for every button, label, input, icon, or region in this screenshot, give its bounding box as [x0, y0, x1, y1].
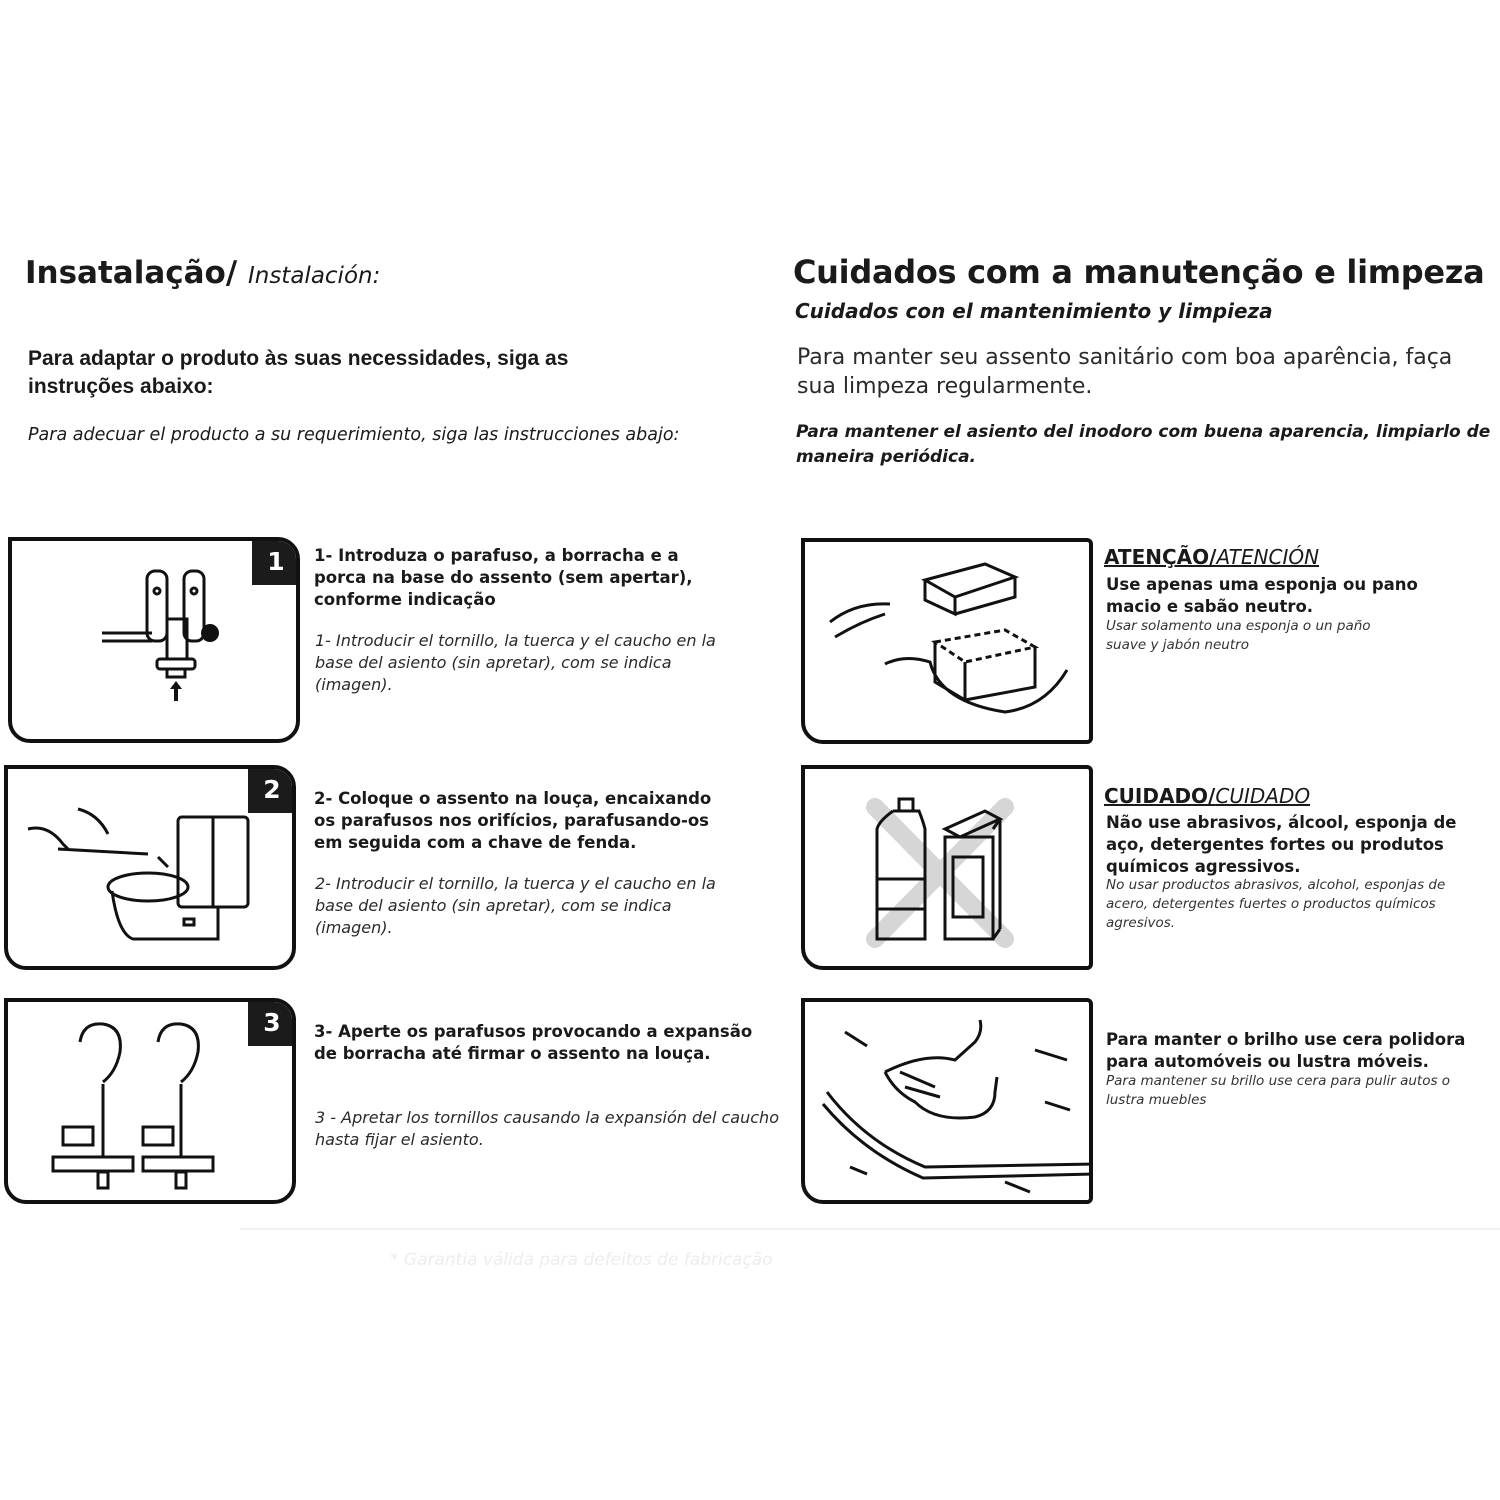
tighten-screw-icon [8, 1002, 296, 1204]
step-3-illustration [4, 998, 296, 1204]
sponge-icon [805, 542, 1093, 744]
care-intro-es: Para mantener el asiento del inodoro com buena aparencia, limpiarlo de maneira periódica. [796, 422, 1491, 467]
care-2-title: CUIDADO/CUIDADO [1104, 784, 1311, 808]
care-2-illustration [801, 765, 1093, 970]
care-3-illustration [801, 998, 1093, 1204]
toilet-install-icon [8, 769, 296, 970]
install-intro-pt: Para adaptar o produto às suas necessidades, siga as instruções abaixo: [28, 347, 569, 398]
hinge-screw-icon [12, 541, 300, 743]
care-2-text-es: No usar productos abrasivos, alcohol, esponjas de acero, detergentes fuertes o productos químicos agresivos. [1106, 877, 1446, 931]
care-3-text-pt: Para manter o brilho use cera polidora para automóveis ou lustra móveis. [1106, 1030, 1466, 1071]
step-2-text-pt: 2- Coloque o assento na louça, encaixando os parafusos nos orifícios, parafusando-os em seguida com a chave de fenda. [314, 789, 712, 852]
step-number: 3 [248, 998, 296, 1046]
step-2-text-es: 2- Introducir el tornillo, la tuerca y el caucho en la base del asiento (sin apretar), com se indica (imagen). [315, 874, 716, 937]
care-1-title: ATENÇÃO/ATENCIÓN [1104, 545, 1320, 569]
step-1-text-es: 1- Introducir el tornillo, la tuerca y el caucho en la base del asiento (sin apretar), com se indica (imagen). [315, 631, 716, 694]
care-intro-pt: Para manter seu assento sanitário com boa aparência, faça sua limpeza regularmente. [797, 345, 1453, 399]
step-number: 1 [252, 537, 300, 585]
care-title: Cuidados com a manutenção e limpeza [793, 253, 1485, 291]
step-1-text-pt: 1- Introduza o parafuso, a borracha e a porca na base do assento (sem apertar), conforme indicação [314, 546, 693, 609]
care-3-text-es: Para mantener su brillo use cera para pulir autos o lustra muebles [1106, 1073, 1451, 1108]
care-1-illustration [801, 538, 1093, 744]
step-3-text-es: 3 - Apretar los tornillos causando la expansión del caucho hasta fijar el asiento. [315, 1108, 779, 1149]
step-3-text-pt: 3- Aperte os parafusos provocando a expansão de borracha até firmar o assento na louça. [314, 1022, 753, 1063]
footer-faded-text: * Garantia válida para defeitos de fabricação [390, 1250, 773, 1270]
care-1-text-pt: Use apenas uma esponja ou pano macio e sabão neutro. [1106, 575, 1418, 616]
step-2-illustration [4, 765, 296, 970]
care-2-text-pt: Não use abrasivos, álcool, esponja de aço, detergentes fortes ou produtos químicos agressivos. [1106, 813, 1457, 876]
care-subtitle: Cuidados con el mantenimiento y limpieza [795, 299, 1273, 323]
step-number: 2 [248, 765, 296, 813]
care-1-text-es: Usar solamento una esponja o un paño suave y jabón neutro [1106, 618, 1371, 653]
install-title: Insatalação/ Instalación: [25, 255, 381, 291]
polishing-hand-icon [805, 1002, 1093, 1204]
step-1-illustration [8, 537, 300, 743]
install-intro-es: Para adecuar el producto a su requerimiento, siga las instrucciones abajo: [28, 425, 680, 445]
no-chemicals-icon [805, 769, 1093, 970]
